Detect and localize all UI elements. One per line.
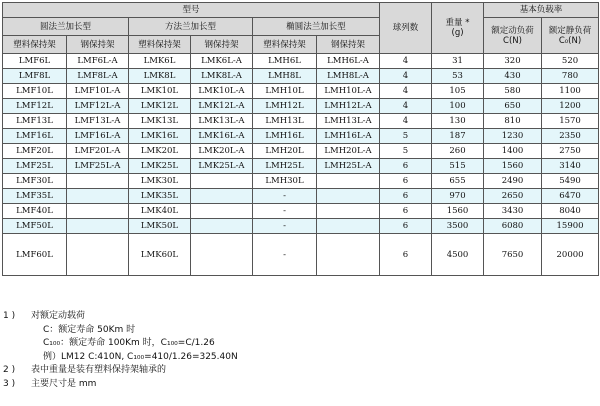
table-cell: LMF16L [3, 129, 67, 144]
table-cell: 100 [432, 99, 484, 114]
table-cell: 6 [380, 189, 432, 204]
table-row [3, 174, 599, 189]
table-cell: 6 [380, 219, 432, 234]
table-cell: LMF30L [3, 174, 67, 189]
header-static-load-unit: C₀(N) [558, 35, 582, 46]
table-cell: 4 [380, 99, 432, 114]
table-cell: LMF8L [3, 69, 67, 84]
table-cell: 105 [432, 84, 484, 99]
header-dynamic-load-unit: C(N) [503, 35, 522, 46]
header-weight-label: 重量 * [445, 18, 470, 28]
table-cell: 4 [380, 114, 432, 129]
table-cell: LMF12L [3, 99, 67, 114]
header-model: 型号 [3, 3, 380, 18]
table-cell: 1560 [484, 159, 542, 174]
header-round-steel: 钢保持架 [67, 36, 129, 54]
table-row [3, 204, 599, 219]
table-cell: 8040 [542, 204, 599, 219]
table-cell: LMK16L-A [191, 129, 253, 144]
header-round-flange: 圆法兰加长型 [3, 18, 129, 36]
table-cell [317, 219, 380, 234]
table-cell: LMK13L [129, 114, 191, 129]
table-cell: LMH30L [253, 174, 317, 189]
table-cell: 3430 [484, 204, 542, 219]
table-cell: LMK8L-A [191, 69, 253, 84]
table-cell: LMF12L-A [67, 99, 129, 114]
note-text: 例）LM12 C:410N, C₁₀₀=410/1.26=325.40N [43, 351, 238, 362]
header-oval-steel: 钢保持架 [317, 36, 380, 54]
table-cell: 260 [432, 144, 484, 159]
table-cell: LMH6L-A [317, 54, 380, 69]
table-cell: 6080 [484, 219, 542, 234]
header-ball-rows: 球列数 [380, 3, 432, 54]
table-cell: 53 [432, 69, 484, 84]
header-dynamic-load-label: 额定动负荷 [491, 25, 534, 36]
table-row [3, 219, 599, 234]
table-cell: LMK10L-A [191, 84, 253, 99]
note-text: 主要尺寸是 mm [31, 378, 97, 389]
table-cell: LMK50L [129, 219, 191, 234]
table-cell: LMF35L [3, 189, 67, 204]
note-line [3, 337, 597, 351]
table-cell [191, 174, 253, 189]
table-cell: LMK25L-A [191, 159, 253, 174]
table-cell: 130 [432, 114, 484, 129]
table-cell [67, 219, 129, 234]
table-cell: 5 [380, 144, 432, 159]
table-body [3, 54, 599, 276]
table-cell: LMF10L [3, 84, 67, 99]
header-square-flange: 方法兰加长型 [129, 18, 253, 36]
table-cell: - [253, 219, 317, 234]
table-cell: 2650 [484, 189, 542, 204]
table-row [3, 144, 599, 159]
table-cell: 6 [380, 204, 432, 219]
table-cell: LMF13L-A [67, 114, 129, 129]
header-oval-plastic: 塑料保持架 [253, 36, 317, 54]
table-cell: - [253, 234, 317, 276]
table-cell: 1570 [542, 114, 599, 129]
table-cell: 4 [380, 54, 432, 69]
table-cell: LMH12L-A [317, 99, 380, 114]
table-cell: LMK8L [129, 69, 191, 84]
table-cell: LMF8L-A [67, 69, 129, 84]
table-cell: LMK60L [129, 234, 191, 276]
table-cell: 3140 [542, 159, 599, 174]
table-cell: LMH16L-A [317, 129, 380, 144]
table-cell: 780 [542, 69, 599, 84]
table-cell: 7650 [484, 234, 542, 276]
header-basic-load: 基本负载率 [484, 3, 599, 18]
table-cell [191, 234, 253, 276]
table-cell: 580 [484, 84, 542, 99]
table-cell: LMH10L [253, 84, 317, 99]
table-cell: 15900 [542, 219, 599, 234]
header-static-load-label: 额定静负荷 [548, 25, 592, 36]
table-cell: 520 [542, 54, 599, 69]
table-cell: 187 [432, 129, 484, 144]
table-cell: LMK13L-A [191, 114, 253, 129]
table-cell: - [253, 204, 317, 219]
table-cell: LMK16L [129, 129, 191, 144]
table-cell: LMF20L [3, 144, 67, 159]
note-text: C：额定寿命 50Km 时 [43, 324, 136, 335]
table-cell: LMF10L-A [67, 84, 129, 99]
table-row [3, 189, 599, 204]
table-cell: 4 [380, 69, 432, 84]
note-line [3, 351, 597, 365]
table-cell: 6470 [542, 189, 599, 204]
table-cell: 1100 [542, 84, 599, 99]
table-cell: 1230 [484, 129, 542, 144]
table-cell: LMK6L-A [191, 54, 253, 69]
table-cell: 810 [484, 114, 542, 129]
table-cell: LMK25L [129, 159, 191, 174]
table-row [3, 54, 599, 69]
note-text: 表中重量是装有塑料保持架轴承的 [31, 365, 167, 376]
table-cell: LMH8L [253, 69, 317, 84]
table-cell: 6 [380, 174, 432, 189]
table-row [3, 69, 599, 84]
table-cell: 2750 [542, 144, 599, 159]
header-static-load [542, 18, 599, 54]
table-cell: LMH10L-A [317, 84, 380, 99]
table-cell: 1400 [484, 144, 542, 159]
table-cell [317, 234, 380, 276]
table-cell: 3500 [432, 219, 484, 234]
note-number: 3 ) [3, 378, 16, 389]
table-cell [191, 204, 253, 219]
table-cell: LMK12L-A [191, 99, 253, 114]
table-cell: 4 [380, 84, 432, 99]
table-cell [67, 204, 129, 219]
table-cell [67, 234, 129, 276]
table-cell: 4500 [432, 234, 484, 276]
table-cell: 430 [484, 69, 542, 84]
note-line [3, 310, 597, 324]
table-cell: LMH13L [253, 114, 317, 129]
table-cell: LMK20L-A [191, 144, 253, 159]
table-cell: LMF6L-A [67, 54, 129, 69]
table-cell: LMH12L [253, 99, 317, 114]
spec-table [2, 2, 599, 276]
table-cell: LMK40L [129, 204, 191, 219]
table-cell: 2490 [484, 174, 542, 189]
table-cell: 20000 [542, 234, 599, 276]
header-square-steel: 钢保持架 [191, 36, 253, 54]
table-cell: LMF50L [3, 219, 67, 234]
table-cell: LMH16L [253, 129, 317, 144]
table-cell: LMH6L [253, 54, 317, 69]
table-cell: 6 [380, 159, 432, 174]
table-cell: 31 [432, 54, 484, 69]
note-text: 对额定动载荷 [31, 311, 86, 321]
table-cell: LMH8L-A [317, 69, 380, 84]
table-cell [67, 174, 129, 189]
note-line [3, 364, 597, 378]
table-cell: 6 [380, 234, 432, 276]
table-row [3, 129, 599, 144]
table-cell: 320 [484, 54, 542, 69]
table-cell: LMF16L-A [67, 129, 129, 144]
table-row [3, 99, 599, 114]
table-cell: LMK10L [129, 84, 191, 99]
header-weight-unit: (g) [451, 28, 464, 38]
table-cell [67, 189, 129, 204]
table-cell: LMH20L [253, 144, 317, 159]
table-row [3, 84, 599, 99]
table-cell: 5490 [542, 174, 599, 189]
note-number: 1 ) [3, 311, 16, 321]
table-cell: 5 [380, 129, 432, 144]
header-square-plastic: 塑料保持架 [129, 36, 191, 54]
table-cell: LMF6L [3, 54, 67, 69]
table-cell: - [253, 189, 317, 204]
header-weight [432, 3, 484, 54]
note-line [3, 324, 597, 338]
table-cell: LMH25L [253, 159, 317, 174]
table-cell [317, 189, 380, 204]
table-cell: LMH25L-A [317, 159, 380, 174]
header-oval-flange: 椭圆法兰加长型 [253, 18, 380, 36]
header-round-plastic: 塑料保持架 [3, 36, 67, 54]
table-cell: 515 [432, 159, 484, 174]
table-cell: LMF40L [3, 204, 67, 219]
table-row [3, 234, 599, 276]
table-cell: LMH20L-A [317, 144, 380, 159]
table-row [3, 159, 599, 174]
table-cell: LMF25L-A [67, 159, 129, 174]
table-cell: LMK6L [129, 54, 191, 69]
table-cell: LMF20L-A [67, 144, 129, 159]
table-row [3, 114, 599, 129]
note-line [3, 378, 597, 392]
table-cell: 1560 [432, 204, 484, 219]
note-text: C₁₀₀：额定寿命 100Km 时，C₁₀₀=C/1.26 [43, 338, 215, 349]
table-cell: LMF25L [3, 159, 67, 174]
table-cell: LMF13L [3, 114, 67, 129]
notes [3, 310, 597, 392]
table-cell [191, 219, 253, 234]
table-cell: 1200 [542, 99, 599, 114]
table-cell: LMF60L [3, 234, 67, 276]
table-cell: 2350 [542, 129, 599, 144]
table-cell: LMH13L-A [317, 114, 380, 129]
table-cell: 970 [432, 189, 484, 204]
table-cell: LMK30L [129, 174, 191, 189]
table-cell [317, 174, 380, 189]
note-number: 2 ) [3, 365, 16, 376]
header-dynamic-load [484, 18, 542, 54]
table-cell: LMK35L [129, 189, 191, 204]
table-cell [317, 204, 380, 219]
table-cell [191, 189, 253, 204]
table-cell: LMK20L [129, 144, 191, 159]
table-cell: LMK12L [129, 99, 191, 114]
table-cell: 650 [484, 99, 542, 114]
table-cell: 655 [432, 174, 484, 189]
